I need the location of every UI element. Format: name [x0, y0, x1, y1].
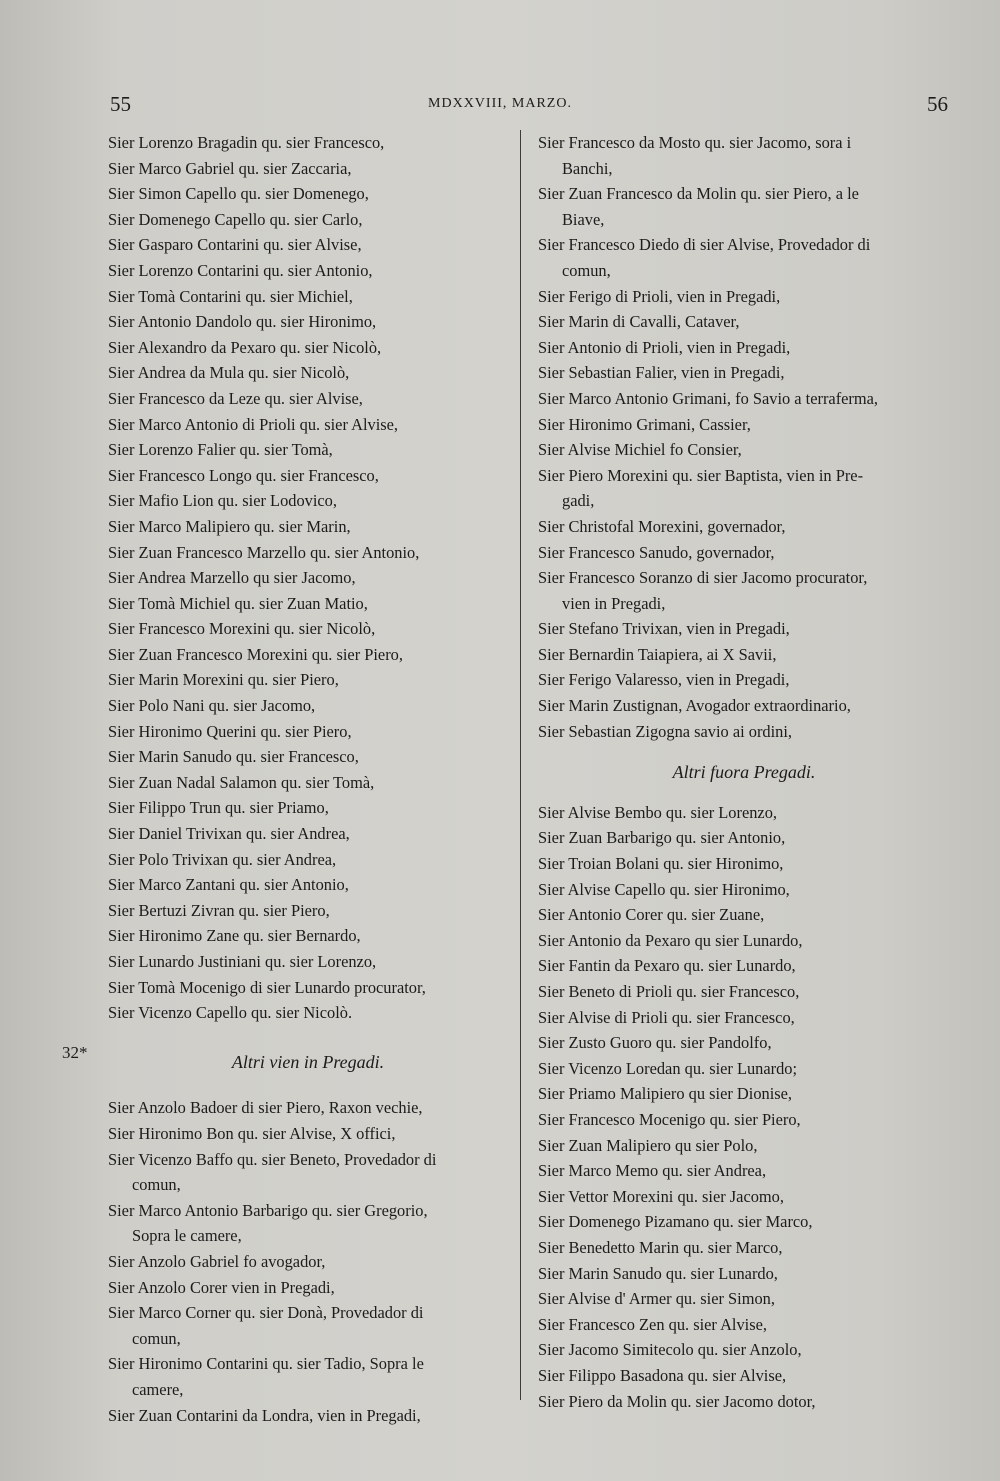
- entry-continuation: gadi,: [562, 491, 595, 511]
- name-entry: Sier Tomà Michiel qu. sier Zuan Matio,: [108, 593, 368, 613]
- name-entry: Sier Zuan Francesco Marzello qu. sier Antonio,: [108, 542, 420, 562]
- name-entry: Sier Marco Memo qu. sier Andrea,: [538, 1161, 767, 1181]
- page-header: [0, 92, 1000, 122]
- entry-continuation: Biave,: [562, 209, 605, 229]
- column-divider: [520, 130, 521, 1400]
- margin-note: 32*: [62, 1043, 88, 1062]
- name-entry: Sier Francesco da Mosto qu. sier Jacomo, sora i: [538, 133, 852, 152]
- name-entry: Sier Marco Malipiero qu. sier Marin,: [108, 516, 351, 536]
- name-entry: Sier Marin di Cavalli, Cataver,: [538, 312, 740, 332]
- name-entry: Sier Anzolo Badoer di sier Piero, Raxon vechie,: [108, 1098, 423, 1118]
- left-section-list: [108, 1095, 508, 1428]
- name-entry: Sier Anzolo Corer vien in Pregadi,: [108, 1277, 335, 1297]
- name-entry: Sier Alexandro da Pexaro qu. sier Nicolò,: [108, 337, 382, 357]
- name-entry: Sier Francesco Morexini qu. sier Nicolò,: [108, 619, 376, 639]
- name-entry: Sier Francesco Diedo di sier Alvise, Provedador di: [538, 235, 871, 255]
- name-entry: Sier Simon Capello qu. sier Domenego,: [108, 184, 369, 204]
- name-entry: Sier Antonio Dandolo qu. sier Hironimo,: [108, 312, 377, 332]
- name-entry: Sier Troian Bolani qu. sier Hironimo,: [538, 854, 784, 874]
- name-entry: Sier Domenego Capello qu. sier Carlo,: [108, 209, 363, 229]
- name-entry: Sier Sebastian Falier, vien in Pregadi,: [538, 363, 785, 383]
- entry-continuation: comun,: [132, 1175, 181, 1195]
- name-entry: Sier Gasparo Contarini qu. sier Alvise,: [108, 235, 362, 255]
- name-entry: Sier Hironimo Zane qu. sier Bernardo,: [108, 926, 361, 946]
- name-entry: Sier Hironimo Contarini qu. sier Tadio, Sopra le: [108, 1354, 424, 1374]
- name-entry: Sier Mafio Lion qu. sier Lodovico,: [108, 491, 337, 511]
- name-entry: Sier Vicenzo Loredan qu. sier Lunardo;: [538, 1058, 798, 1078]
- name-entry: Sier Andrea da Mula qu. sier Nicolò,: [108, 363, 350, 383]
- name-entry: Sier Hironimo Bon qu. sier Alvise, X offici,: [108, 1123, 396, 1143]
- name-entry: Sier Marco Antonio di Prioli qu. sier Alvise,: [108, 414, 399, 434]
- name-entry: Sier Piero Morexini qu. sier Baptista, vien in Pre-: [538, 465, 864, 485]
- name-entry: Sier Francesco da Leze qu. sier Alvise,: [108, 388, 363, 408]
- entry-continuation: comun,: [562, 260, 611, 280]
- name-entry: Sier Marco Gabriel qu. sier Zaccaria,: [108, 158, 352, 178]
- name-entry: Sier Marin Morexini qu. sier Piero,: [108, 670, 339, 690]
- name-entry: Sier Anzolo Gabriel fo avogador,: [108, 1251, 326, 1271]
- name-entry: Sier Priamo Malipiero qu sier Dionise,: [538, 1084, 793, 1104]
- name-entry: Sier Lorenzo Falier qu. sier Tomà,: [108, 440, 333, 460]
- name-entry: Sier Jacomo Simitecolo qu. sier Anzolo,: [538, 1340, 802, 1360]
- running-title: MDXXVIII, MARZO.: [428, 96, 572, 111]
- name-entry: Sier Zuan Francesco da Molin qu. sier Piero, a le: [538, 184, 859, 204]
- name-entry: Sier Zuan Contarini da Londra, vien in Pregadi,: [108, 1405, 421, 1425]
- name-entry: Sier Marco Corner qu. sier Donà, Provedador di: [108, 1303, 424, 1323]
- name-entry: Sier Zuan Nadal Salamon qu. sier Tomà,: [108, 772, 375, 792]
- name-entry: Sier Stefano Trivixan, vien in Pregadi,: [538, 619, 790, 639]
- name-entry: Sier Francesco Soranzo di sier Jacomo procurator,: [538, 568, 868, 588]
- name-entry: Sier Filippo Trun qu. sier Priamo,: [108, 798, 329, 818]
- name-entry: Sier Marco Antonio Barbarigo qu. sier Gregorio,: [108, 1200, 428, 1220]
- name-entry: Sier Marin Sanudo qu. sier Francesco,: [108, 747, 359, 767]
- name-entry: Sier Alvise d' Armer qu. sier Simon,: [538, 1289, 775, 1309]
- left-section-title: Altri vien in Pregadi.: [231, 1051, 385, 1072]
- name-entry: Sier Bernardin Taiapiera, ai X Savii,: [538, 644, 777, 664]
- name-entry: Sier Polo Trivixan qu. sier Andrea,: [108, 849, 337, 869]
- name-entry: Sier Antonio di Prioli, vien in Pregadi,: [538, 337, 791, 357]
- right-section-list: [538, 800, 950, 1414]
- name-entry: Sier Ferigo Valaresso, vien in Pregadi,: [538, 670, 790, 690]
- name-entry: Sier Antonio da Pexaro qu sier Lunardo,: [538, 930, 803, 950]
- name-entry: Sier Beneto di Prioli qu. sier Francesco,: [538, 982, 800, 1001]
- page-number-right: 56: [927, 92, 948, 116]
- name-entry: Sier Ferigo di Prioli, vien in Pregadi,: [538, 286, 781, 306]
- name-entry: Sier Polo Nani qu. sier Jacomo,: [108, 696, 316, 716]
- name-entry: Sier Hironimo Querini qu. sier Piero,: [108, 721, 352, 741]
- name-entry: Sier Benedetto Marin qu. sier Marco,: [538, 1237, 783, 1257]
- entry-continuation: Sopra le camere,: [132, 1226, 242, 1246]
- name-entry: Sier Antonio Corer qu. sier Zuane,: [538, 905, 765, 925]
- name-entry: Sier Tomà Mocenigo di sier Lunardo procurator,: [108, 977, 426, 997]
- name-entry: Sier Domenego Pizamano qu. sier Marco,: [538, 1212, 813, 1232]
- right-name-list: [538, 130, 950, 744]
- name-entry: Sier Alvise di Prioli qu. sier Francesco,: [538, 1007, 795, 1027]
- name-entry: Sier Zuan Francesco Morexini qu. sier Piero,: [108, 644, 403, 664]
- right-section-title: Altri fuora Pregadi.: [672, 762, 816, 783]
- entry-continuation: camere,: [132, 1379, 184, 1399]
- name-entry: Sier Christofal Morexini, governador,: [538, 516, 786, 536]
- name-entry: Sier Marin Zustignan, Avogador extraordinario,: [538, 696, 851, 716]
- name-entry: Sier Francesco Sanudo, governador,: [538, 542, 775, 562]
- name-entry: Sier Lorenzo Bragadin qu. sier Francesco,: [108, 133, 385, 152]
- name-entry: Sier Fantin da Pexaro qu. sier Lunardo,: [538, 956, 796, 976]
- name-entry: Sier Alvise Michiel fo Consier,: [538, 440, 742, 460]
- name-entry: Sier Marco Zantani qu. sier Antonio,: [108, 875, 349, 895]
- name-entry: Sier Vicenzo Baffo qu. sier Beneto, Provedador di: [108, 1149, 437, 1169]
- right-column: [538, 130, 950, 1414]
- name-entry: Sier Lunardo Justiniani qu. sier Lorenzo,: [108, 952, 377, 971]
- name-entry: Sier Vicenzo Capello qu. sier Nicolò.: [108, 1003, 353, 1023]
- entry-continuation: Banchi,: [562, 158, 613, 178]
- name-entry: Sier Marco Antonio Grimani, fo Savio a terraferma,: [538, 388, 879, 408]
- name-entry: Sier Zuan Barbarigo qu. sier Antonio,: [538, 828, 786, 848]
- name-entry: Sier Marin Sanudo qu. sier Lunardo,: [538, 1263, 778, 1283]
- name-entry: Sier Francesco Longo qu. sier Francesco,: [108, 465, 379, 485]
- page-number-left: 55: [110, 92, 131, 116]
- name-entry: Sier Sebastian Zigogna savio ai ordini,: [538, 721, 793, 741]
- name-entry: Sier Tomà Contarini qu. sier Michiel,: [108, 286, 353, 306]
- name-entry: Sier Alvise Capello qu. sier Hironimo,: [538, 879, 790, 899]
- name-entry: Sier Vettor Morexini qu. sier Jacomo,: [538, 1186, 784, 1206]
- name-entry: Sier Lorenzo Contarini qu. sier Antonio,: [108, 260, 373, 280]
- name-entry: Sier Piero da Molin qu. sier Jacomo dotor,: [538, 1391, 816, 1411]
- name-entry: Sier Andrea Marzello qu sier Jacomo,: [108, 568, 356, 588]
- left-name-list: [108, 130, 508, 1026]
- name-entry: Sier Filippo Basadona qu. sier Alvise,: [538, 1365, 787, 1385]
- name-entry: Sier Alvise Bembo qu. sier Lorenzo,: [538, 802, 777, 822]
- name-entry: Sier Hironimo Grimani, Cassier,: [538, 414, 751, 434]
- name-entry: Sier Francesco Zen qu. sier Alvise,: [538, 1314, 767, 1334]
- name-entry: Sier Zuan Malipiero qu sier Polo,: [538, 1135, 758, 1155]
- name-entry: Sier Francesco Mocenigo qu. sier Piero,: [538, 1109, 801, 1129]
- left-column: [108, 130, 508, 1428]
- entry-continuation: comun,: [132, 1328, 181, 1348]
- entry-continuation: vien in Pregadi,: [562, 593, 666, 613]
- name-entry: Sier Zusto Guoro qu. sier Pandolfo,: [538, 1033, 772, 1053]
- name-entry: Sier Bertuzi Zivran qu. sier Piero,: [108, 900, 330, 920]
- name-entry: Sier Daniel Trivixan qu. sier Andrea,: [108, 824, 350, 844]
